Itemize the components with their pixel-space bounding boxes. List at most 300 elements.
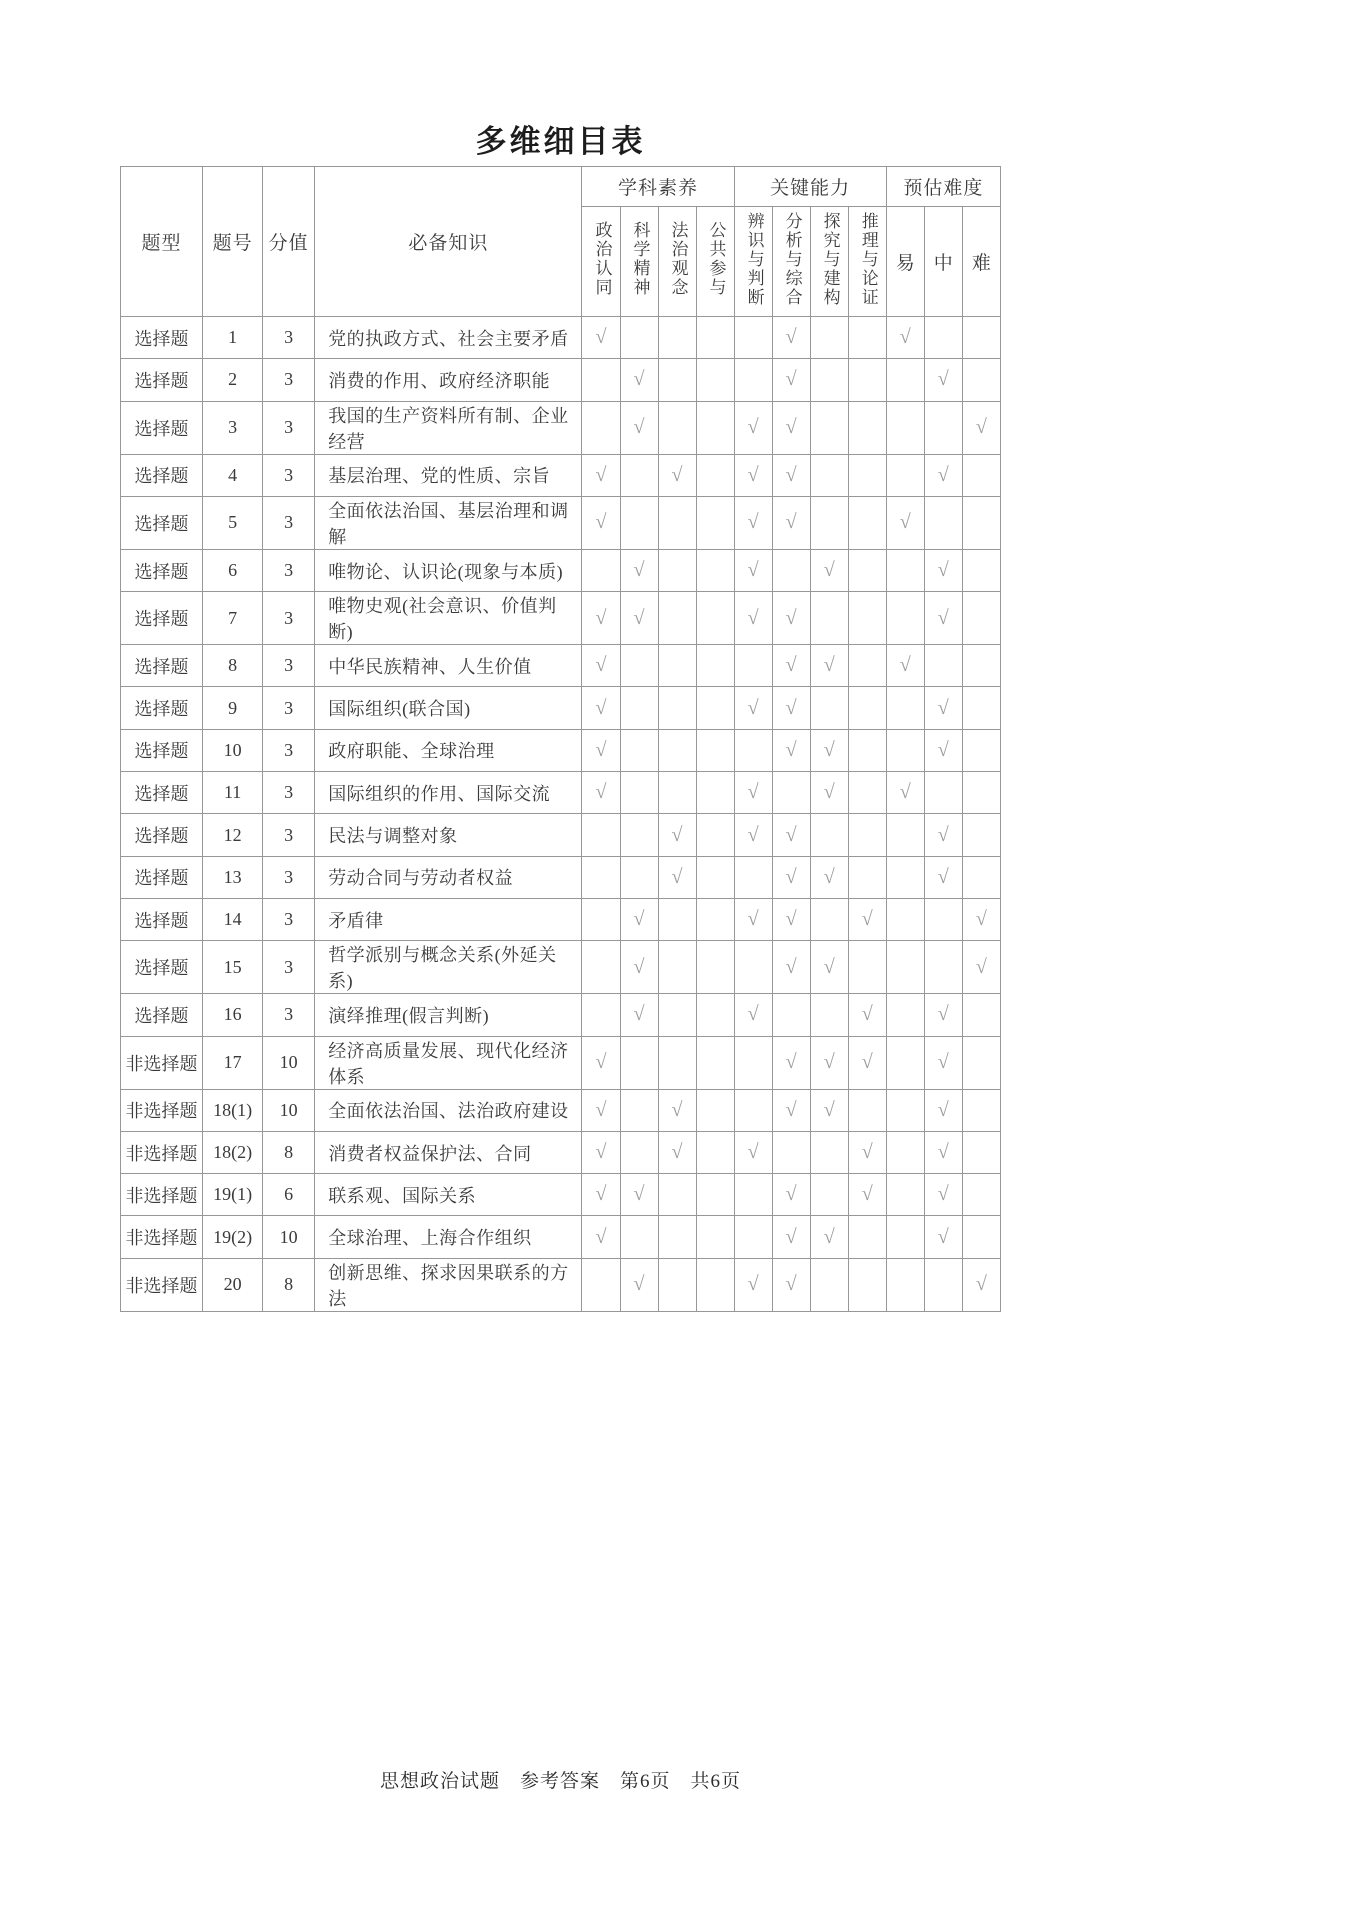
cell-question-type: 选择题 (121, 729, 203, 771)
check-mark: √ (937, 1183, 949, 1206)
check-mark: √ (595, 1098, 607, 1121)
check-cell-checked (772, 1216, 810, 1258)
check-cell-empty (582, 359, 620, 401)
check-cell-empty (734, 729, 772, 771)
check-cell-checked (772, 496, 810, 549)
cell-question-type: 选择题 (121, 687, 203, 729)
subheader-ability-1 (772, 207, 810, 317)
check-mark: √ (899, 781, 911, 804)
subheader-literacy-1-label: 科学精神 (630, 221, 650, 297)
cell-score: 8 (263, 1258, 315, 1311)
check-cell-empty (962, 814, 1000, 856)
check-cell-checked (924, 687, 962, 729)
check-cell-empty (696, 645, 734, 687)
cell-question-no: 19(2) (203, 1216, 263, 1258)
check-cell-empty (658, 1174, 696, 1216)
check-mark: √ (823, 654, 835, 677)
check-cell-checked (886, 772, 924, 814)
check-mark: √ (975, 908, 987, 931)
cell-question-type: 选择题 (121, 898, 203, 940)
check-cell-empty (696, 401, 734, 454)
check-cell-empty (848, 401, 886, 454)
check-cell-empty (582, 1258, 620, 1311)
subheader-ability-0-label: 辨识与判断 (744, 211, 764, 307)
check-cell-empty (886, 401, 924, 454)
check-cell-checked (924, 856, 962, 898)
check-cell-empty (886, 1258, 924, 1311)
check-cell-empty (848, 549, 886, 591)
check-cell-checked (620, 994, 658, 1036)
check-mark: √ (785, 368, 797, 391)
cell-question-no: 8 (203, 645, 263, 687)
cell-knowledge: 哲学派别与概念关系(外延关系) (315, 941, 582, 994)
cell-question-no: 7 (203, 592, 263, 645)
check-cell-checked (886, 496, 924, 549)
check-cell-empty (620, 772, 658, 814)
check-cell-empty (696, 454, 734, 496)
check-mark: √ (937, 738, 949, 761)
check-cell-empty (658, 729, 696, 771)
subheader-difficulty-0 (886, 207, 924, 317)
check-cell-checked (734, 549, 772, 591)
header-group-difficulty: 预估难度 (886, 167, 1000, 207)
check-cell-empty (810, 898, 848, 940)
check-cell-empty (658, 645, 696, 687)
cell-question-type: 非选择题 (121, 1131, 203, 1173)
cell-knowledge: 国际组织(联合国) (315, 687, 582, 729)
check-mark: √ (899, 511, 911, 534)
check-cell-empty (582, 814, 620, 856)
check-mark: √ (937, 1141, 949, 1163)
check-cell-empty (620, 317, 658, 359)
check-cell-empty (962, 359, 1000, 401)
check-cell-empty (772, 994, 810, 1036)
table-row (121, 729, 1001, 771)
check-cell-checked (658, 814, 696, 856)
cell-score: 10 (263, 1089, 315, 1131)
check-mark: √ (747, 606, 759, 629)
check-cell-empty (962, 1036, 1000, 1089)
check-cell-checked (658, 856, 696, 898)
check-cell-checked (772, 592, 810, 645)
check-cell-checked (734, 454, 772, 496)
cell-question-no: 4 (203, 454, 263, 496)
check-cell-checked (772, 401, 810, 454)
cell-question-no: 19(1) (203, 1174, 263, 1216)
check-cell-checked (582, 687, 620, 729)
check-mark: √ (823, 1051, 835, 1074)
header-group-row (121, 167, 1001, 207)
check-mark: √ (785, 1273, 797, 1296)
subheader-literacy-3 (696, 207, 734, 317)
check-mark: √ (785, 463, 797, 486)
check-cell-empty (810, 496, 848, 549)
cell-knowledge: 创新思维、探求因果联系的方法 (315, 1258, 582, 1311)
cell-score: 3 (263, 856, 315, 898)
check-cell-empty (962, 994, 1000, 1036)
check-mark: √ (899, 654, 911, 677)
check-cell-checked (848, 1174, 886, 1216)
check-cell-checked (620, 941, 658, 994)
check-cell-checked (924, 454, 962, 496)
check-cell-checked (772, 359, 810, 401)
check-mark: √ (937, 463, 949, 486)
check-cell-empty (696, 941, 734, 994)
check-cell-checked (962, 1258, 1000, 1311)
check-cell-checked (582, 645, 620, 687)
check-cell-empty (734, 941, 772, 994)
cell-knowledge: 唯物论、认识论(现象与本质) (315, 549, 582, 591)
check-cell-checked (772, 687, 810, 729)
check-cell-empty (924, 645, 962, 687)
check-cell-empty (696, 1258, 734, 1311)
check-mark: √ (633, 955, 645, 978)
check-mark: √ (595, 696, 607, 719)
cell-question-no: 1 (203, 317, 263, 359)
subheader-ability-3-label: 推理与论证 (858, 211, 878, 307)
check-mark: √ (823, 865, 835, 888)
check-cell-empty (696, 1174, 734, 1216)
check-cell-empty (848, 592, 886, 645)
check-cell-checked (620, 898, 658, 940)
check-mark: √ (595, 1051, 607, 1074)
check-cell-empty (696, 549, 734, 591)
cell-knowledge: 党的执政方式、社会主要矛盾 (315, 317, 582, 359)
page-footer: 思想政治试题 参考答案 第6页 共6页 (379, 1771, 741, 1792)
check-cell-checked (734, 994, 772, 1036)
check-cell-empty (962, 549, 1000, 591)
check-cell-checked (924, 549, 962, 591)
check-cell-checked (810, 729, 848, 771)
check-cell-empty (658, 1258, 696, 1311)
check-cell-empty (848, 317, 886, 359)
cell-question-type: 非选择题 (121, 1258, 203, 1311)
check-cell-checked (810, 549, 848, 591)
check-mark: √ (899, 326, 911, 349)
check-mark: √ (633, 368, 645, 391)
check-cell-empty (924, 941, 962, 994)
cell-question-type: 选择题 (121, 772, 203, 814)
subheader-literacy-2 (658, 207, 696, 317)
subheader-literacy-2-label: 法治观念 (668, 221, 688, 297)
cell-question-type: 选择题 (121, 317, 203, 359)
check-cell-empty (848, 496, 886, 549)
check-cell-empty (658, 994, 696, 1036)
check-cell-empty (810, 814, 848, 856)
check-cell-checked (810, 772, 848, 814)
check-cell-checked (620, 592, 658, 645)
cell-knowledge: 国际组织的作用、国际交流 (315, 772, 582, 814)
check-cell-checked (962, 941, 1000, 994)
check-mark: √ (595, 1141, 607, 1163)
check-mark: √ (747, 511, 759, 534)
check-cell-empty (886, 549, 924, 591)
check-cell-empty (696, 1131, 734, 1173)
check-cell-checked (848, 1131, 886, 1173)
cell-question-no: 17 (203, 1036, 263, 1089)
check-mark: √ (937, 1098, 949, 1121)
cell-question-no: 10 (203, 729, 263, 771)
check-cell-empty (810, 401, 848, 454)
check-cell-empty (696, 496, 734, 549)
check-cell-empty (620, 1036, 658, 1089)
check-cell-checked (772, 645, 810, 687)
check-cell-empty (924, 317, 962, 359)
check-cell-empty (810, 1174, 848, 1216)
cell-question-type: 选择题 (121, 994, 203, 1036)
check-mark: √ (595, 326, 607, 349)
table-row (121, 645, 1001, 687)
table-row (121, 898, 1001, 940)
cell-question-type: 选择题 (121, 645, 203, 687)
check-cell-checked (734, 401, 772, 454)
check-mark: √ (747, 781, 759, 804)
check-cell-empty (620, 454, 658, 496)
cell-question-type: 选择题 (121, 401, 203, 454)
check-cell-empty (848, 687, 886, 729)
page-title: 多维细目表 (475, 124, 646, 159)
check-cell-empty (582, 401, 620, 454)
spec-table (120, 166, 1001, 1312)
check-cell-empty (886, 729, 924, 771)
table-row (121, 772, 1001, 814)
check-mark: √ (747, 1273, 759, 1296)
check-mark: √ (861, 1141, 873, 1163)
cell-knowledge: 经济高质量发展、现代化经济体系 (315, 1036, 582, 1089)
cell-question-type: 选择题 (121, 359, 203, 401)
check-cell-checked (886, 317, 924, 359)
check-cell-empty (962, 687, 1000, 729)
table-row (121, 592, 1001, 645)
check-mark: √ (785, 738, 797, 761)
check-mark: √ (747, 908, 759, 931)
check-cell-checked (620, 359, 658, 401)
check-cell-checked (924, 359, 962, 401)
subheader-ability-1-label: 分析与综合 (782, 211, 802, 307)
check-cell-empty (848, 772, 886, 814)
subheader-ability-2 (810, 207, 848, 317)
table-row (121, 856, 1001, 898)
check-cell-empty (696, 898, 734, 940)
check-mark: √ (747, 1141, 759, 1163)
check-mark: √ (633, 908, 645, 931)
check-mark: √ (823, 1225, 835, 1248)
check-mark: √ (671, 1141, 683, 1163)
check-cell-empty (962, 856, 1000, 898)
check-cell-empty (696, 994, 734, 1036)
check-mark: √ (595, 781, 607, 804)
check-cell-empty (772, 772, 810, 814)
check-cell-checked (582, 1036, 620, 1089)
table-row (121, 687, 1001, 729)
check-cell-empty (696, 317, 734, 359)
check-cell-empty (962, 1089, 1000, 1131)
check-mark: √ (823, 955, 835, 978)
check-cell-checked (734, 496, 772, 549)
cell-knowledge: 我国的生产资料所有制、企业经营 (315, 401, 582, 454)
cell-score: 3 (263, 454, 315, 496)
check-cell-empty (848, 645, 886, 687)
cell-question-no: 14 (203, 898, 263, 940)
cell-question-type: 选择题 (121, 856, 203, 898)
check-cell-empty (582, 898, 620, 940)
check-cell-checked (582, 592, 620, 645)
check-mark: √ (785, 326, 797, 349)
check-mark: √ (937, 1225, 949, 1248)
cell-question-type: 选择题 (121, 941, 203, 994)
check-cell-empty (696, 687, 734, 729)
check-cell-checked (962, 898, 1000, 940)
check-cell-empty (810, 317, 848, 359)
check-cell-empty (848, 856, 886, 898)
table-row (121, 1036, 1001, 1089)
check-mark: √ (975, 416, 987, 439)
check-cell-empty (734, 317, 772, 359)
cell-question-type: 选择题 (121, 592, 203, 645)
check-mark: √ (937, 696, 949, 719)
check-cell-checked (810, 941, 848, 994)
check-cell-empty (696, 1216, 734, 1258)
check-mark: √ (633, 1273, 645, 1296)
check-mark: √ (785, 865, 797, 888)
check-cell-empty (620, 645, 658, 687)
check-cell-empty (810, 454, 848, 496)
cell-score: 8 (263, 1131, 315, 1173)
check-cell-checked (582, 1131, 620, 1173)
check-cell-empty (658, 941, 696, 994)
cell-knowledge: 全面依法治国、基层治理和调解 (315, 496, 582, 549)
check-cell-checked (658, 1131, 696, 1173)
check-cell-empty (658, 317, 696, 359)
check-cell-empty (810, 592, 848, 645)
check-cell-empty (620, 856, 658, 898)
check-cell-checked (772, 1258, 810, 1311)
check-cell-checked (734, 898, 772, 940)
check-mark: √ (595, 1225, 607, 1248)
check-mark: √ (785, 1098, 797, 1121)
check-cell-checked (620, 549, 658, 591)
check-cell-empty (962, 729, 1000, 771)
cell-knowledge: 基层治理、党的性质、宗旨 (315, 454, 582, 496)
check-mark: √ (747, 696, 759, 719)
table-row (121, 317, 1001, 359)
check-cell-checked (772, 856, 810, 898)
check-cell-empty (620, 1216, 658, 1258)
check-mark: √ (633, 1003, 645, 1026)
check-mark: √ (785, 1183, 797, 1206)
check-cell-empty (962, 1174, 1000, 1216)
check-cell-checked (734, 772, 772, 814)
check-mark: √ (975, 1273, 987, 1296)
check-cell-checked (886, 645, 924, 687)
subheader-ability-3 (848, 207, 886, 317)
check-cell-checked (582, 454, 620, 496)
check-cell-checked (772, 941, 810, 994)
check-cell-checked (772, 729, 810, 771)
cell-score: 3 (263, 772, 315, 814)
check-mark: √ (937, 1003, 949, 1026)
check-cell-checked (582, 1216, 620, 1258)
check-cell-empty (810, 1258, 848, 1311)
check-cell-checked (924, 814, 962, 856)
table-row (121, 549, 1001, 591)
check-cell-empty (734, 359, 772, 401)
header-knowledge: 必备知识 (315, 167, 582, 317)
check-cell-checked (772, 1174, 810, 1216)
cell-score: 3 (263, 645, 315, 687)
check-cell-empty (848, 359, 886, 401)
table-row (121, 1131, 1001, 1173)
check-cell-checked (924, 994, 962, 1036)
check-cell-empty (734, 1216, 772, 1258)
check-cell-empty (810, 1131, 848, 1173)
check-cell-empty (886, 898, 924, 940)
check-mark: √ (785, 654, 797, 677)
check-cell-empty (924, 401, 962, 454)
check-mark: √ (937, 606, 949, 629)
check-cell-checked (620, 1258, 658, 1311)
check-mark: √ (937, 865, 949, 888)
subheader-difficulty-2-label: 难 (971, 253, 991, 274)
check-mark: √ (785, 511, 797, 534)
cell-score: 3 (263, 994, 315, 1036)
check-cell-empty (620, 814, 658, 856)
subheader-difficulty-0-label: 易 (895, 253, 915, 274)
check-cell-empty (962, 317, 1000, 359)
header-group-key-ability: 关键能力 (734, 167, 886, 207)
table-row (121, 814, 1001, 856)
check-cell-checked (810, 1216, 848, 1258)
check-cell-empty (696, 359, 734, 401)
check-mark: √ (671, 463, 683, 486)
check-cell-empty (658, 1216, 696, 1258)
cell-score: 3 (263, 687, 315, 729)
check-cell-empty (582, 549, 620, 591)
check-cell-empty (886, 814, 924, 856)
cell-score: 10 (263, 1216, 315, 1258)
check-mark: √ (823, 781, 835, 804)
check-cell-empty (962, 1131, 1000, 1173)
check-cell-empty (886, 994, 924, 1036)
cell-score: 3 (263, 592, 315, 645)
cell-score: 3 (263, 359, 315, 401)
header-group-subject-literacy: 学科素养 (582, 167, 734, 207)
check-mark: √ (937, 368, 949, 391)
check-cell-checked (658, 454, 696, 496)
check-cell-empty (924, 1258, 962, 1311)
check-cell-checked (772, 814, 810, 856)
check-mark: √ (861, 1183, 873, 1206)
check-mark: √ (633, 606, 645, 629)
cell-score: 3 (263, 496, 315, 549)
subheader-literacy-0-label: 政治认同 (592, 221, 612, 297)
check-cell-checked (772, 1036, 810, 1089)
subheader-difficulty-1 (924, 207, 962, 317)
check-mark: √ (747, 416, 759, 439)
check-cell-empty (924, 772, 962, 814)
table-row (121, 1174, 1001, 1216)
check-mark: √ (861, 1003, 873, 1026)
check-mark: √ (595, 606, 607, 629)
check-cell-empty (848, 454, 886, 496)
check-cell-checked (924, 1131, 962, 1173)
check-cell-empty (696, 772, 734, 814)
check-cell-checked (924, 1036, 962, 1089)
cell-score: 3 (263, 549, 315, 591)
cell-knowledge: 消费的作用、政府经济职能 (315, 359, 582, 401)
cell-question-type: 非选择题 (121, 1174, 203, 1216)
check-cell-empty (620, 687, 658, 729)
